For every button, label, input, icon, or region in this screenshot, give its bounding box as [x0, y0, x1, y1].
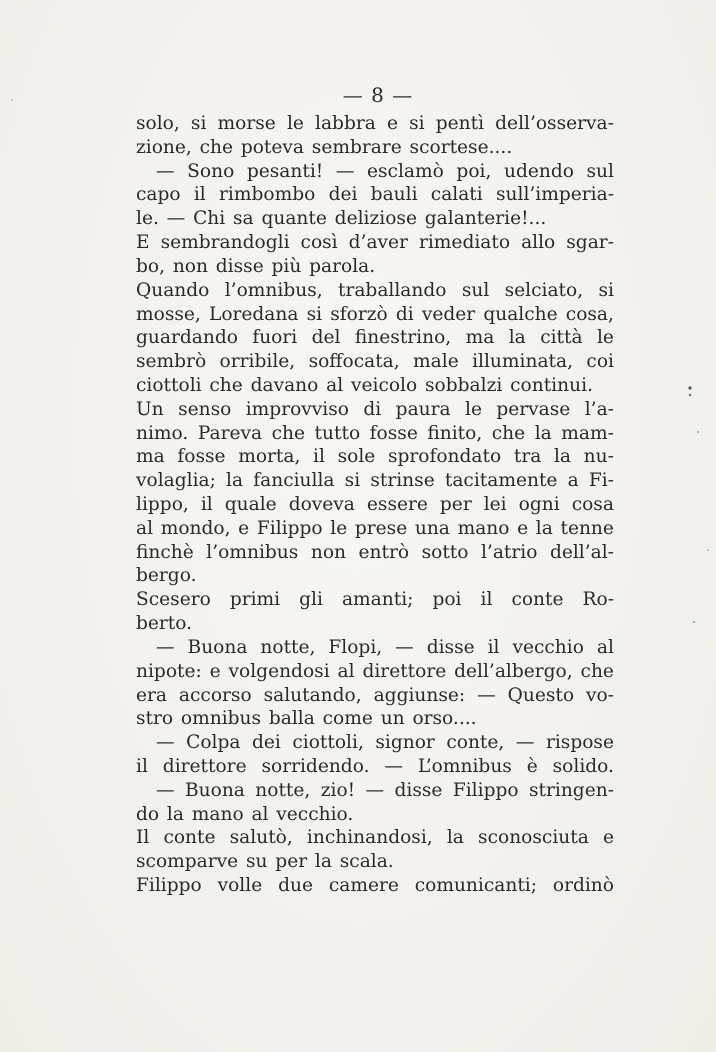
text-line: [136, 326, 614, 350]
word: bauli: [370, 184, 418, 206]
word: per: [275, 851, 308, 873]
word: do: [136, 803, 160, 825]
word: Scesero: [136, 589, 211, 611]
word: pervase: [496, 398, 571, 420]
word: direttore: [362, 660, 447, 682]
word: sforzò: [330, 303, 388, 325]
word: Questo: [507, 684, 575, 706]
word: quale: [224, 494, 277, 515]
word: Filippo: [452, 779, 519, 801]
word: di: [363, 398, 382, 420]
word: come: [322, 708, 373, 730]
word: sole: [337, 446, 376, 468]
word: nimo.: [136, 422, 189, 444]
word: mano: [191, 803, 244, 825]
word: disse: [394, 779, 443, 801]
word: camere: [328, 875, 399, 896]
word: il: [487, 636, 500, 658]
word: prese: [354, 517, 408, 539]
text-line: [136, 112, 614, 136]
word: conte,: [446, 732, 505, 754]
word: entrò: [358, 541, 410, 563]
word: e: [386, 113, 398, 134]
text-line: [136, 541, 614, 565]
word: mam-: [561, 422, 614, 444]
word: comunicanti;: [414, 875, 538, 896]
word: soffocata,: [308, 351, 400, 373]
word: doveva: [288, 494, 355, 515]
word: gli: [299, 589, 323, 611]
text-line: [136, 303, 614, 327]
word: sprofondato: [387, 446, 502, 468]
word: solido.: [552, 755, 614, 777]
word: —: [166, 208, 186, 230]
text-line: [136, 445, 614, 469]
text-line: [136, 779, 614, 803]
word: Colpa: [186, 732, 241, 754]
word: poteva: [240, 136, 304, 158]
word: —: [156, 779, 175, 801]
word: amanti;: [341, 589, 414, 611]
word: accorso: [178, 684, 252, 706]
word: la: [314, 851, 332, 873]
word: labbra: [315, 113, 376, 134]
word: signor: [375, 732, 435, 754]
word: mosse,: [136, 303, 201, 325]
word: inchinandosi,: [306, 827, 433, 849]
word: una: [414, 517, 450, 539]
word: senso: [178, 398, 232, 420]
word: non: [310, 541, 346, 563]
word: vo-: [585, 684, 614, 706]
word: rimediato: [418, 232, 511, 254]
word: omnibus: [180, 708, 262, 730]
word: sembrò: [136, 351, 207, 373]
word: sobbalzi: [425, 374, 503, 396]
word: è: [526, 755, 538, 777]
word: fosse: [369, 422, 418, 444]
word: la: [534, 422, 552, 444]
text-line: [136, 850, 614, 874]
text-line: [136, 517, 614, 541]
word: volaglia;: [136, 470, 216, 492]
word: le.: [136, 208, 159, 230]
word: così: [300, 232, 338, 254]
word: improvviso: [245, 398, 349, 420]
text-line: [136, 374, 614, 398]
word: il: [136, 755, 148, 777]
word: primi: [229, 589, 281, 611]
word: Loredana: [208, 303, 299, 325]
word: al: [337, 660, 355, 682]
word: fosse: [177, 446, 226, 468]
word: si: [306, 303, 323, 325]
word: aggiunse:: [373, 684, 466, 706]
word: sul: [461, 279, 490, 301]
word: sconosciuta: [478, 827, 589, 849]
word: esclamò: [367, 160, 444, 182]
word: pesanti!: [246, 160, 324, 182]
word: notte,: [255, 779, 311, 801]
text-line: [136, 826, 614, 850]
word: continui.: [510, 374, 593, 396]
word: si: [344, 470, 361, 492]
text-line: [136, 422, 614, 446]
word: bo,: [136, 255, 166, 277]
word: rispose: [545, 732, 614, 754]
word: vecchio: [512, 636, 584, 658]
word: scala.: [339, 851, 394, 873]
word: che: [209, 374, 243, 396]
word: ma: [465, 327, 495, 349]
word: tutto: [314, 422, 361, 444]
word: morse: [217, 113, 276, 134]
word: che: [580, 660, 614, 682]
word: per: [439, 494, 472, 515]
word: Ro-: [582, 589, 614, 611]
word: la: [446, 827, 464, 849]
word: mano: [457, 517, 510, 539]
word: conte: [163, 827, 216, 849]
word: volgendosi: [228, 660, 330, 682]
text-line: [136, 255, 614, 279]
text-line: [136, 731, 614, 755]
word: dei: [328, 184, 358, 206]
word: scortese....: [409, 136, 513, 158]
word: veder: [421, 303, 476, 325]
word: —: [365, 779, 385, 801]
word: cosa,: [565, 303, 614, 325]
word: un: [380, 708, 405, 730]
word: che: [199, 136, 234, 158]
word: vecchio.: [276, 803, 354, 825]
word: ordinò: [552, 875, 614, 896]
word: ciottoli: [136, 374, 202, 396]
word: selciato,: [504, 279, 584, 301]
text-line: [136, 564, 614, 588]
text-line: [136, 803, 614, 827]
word: ma: [136, 446, 165, 468]
word: finestrino,: [354, 327, 452, 349]
word: al: [596, 636, 614, 658]
word: e: [238, 517, 250, 539]
word: l’omnibus: [206, 541, 299, 563]
word: Il: [136, 827, 150, 849]
text-line: [136, 207, 614, 231]
word: davano: [250, 374, 319, 396]
word: illuminata,: [472, 351, 574, 373]
word: solo,: [136, 113, 180, 134]
word: —: [156, 732, 175, 754]
word: allo: [521, 232, 556, 254]
word: —: [335, 160, 355, 182]
word: la: [508, 327, 526, 349]
word: le: [286, 113, 304, 134]
word: conte: [511, 589, 564, 611]
word: direttore: [162, 755, 247, 777]
word: —: [515, 732, 535, 754]
word: cosa: [571, 494, 614, 515]
word: la: [535, 517, 553, 539]
word: fuori: [252, 327, 298, 349]
word: L’omnibus: [417, 755, 512, 777]
word: capo: [136, 184, 181, 206]
word: Buona: [184, 779, 245, 801]
word: sembrare: [311, 136, 402, 158]
word: pentì: [435, 113, 485, 134]
word: si: [409, 113, 425, 134]
word: rimbombo: [219, 184, 316, 206]
text-line: [136, 874, 614, 898]
word: tacitamente: [444, 470, 558, 492]
word: e: [602, 827, 614, 849]
word: dei: [251, 732, 281, 754]
word: del: [311, 327, 341, 349]
word: guardando: [136, 327, 238, 349]
word: di: [395, 303, 414, 325]
word: l’atrio: [480, 541, 538, 563]
word: al: [326, 374, 344, 396]
word: il: [193, 184, 206, 206]
page-number: — 8 —: [342, 83, 414, 107]
word: sorridendo.: [261, 755, 370, 777]
word: calati: [430, 184, 483, 206]
word: il: [480, 589, 493, 611]
word: tra: [513, 446, 542, 468]
word: poi,: [456, 160, 492, 182]
word: città: [540, 327, 583, 349]
word: dell’albergo,: [454, 660, 573, 682]
word: strinse: [370, 470, 435, 492]
word: d’aver: [348, 232, 408, 254]
word: si: [598, 279, 614, 301]
word: lippo,: [136, 494, 189, 515]
text-line: [136, 398, 614, 422]
word: —: [395, 636, 414, 658]
text-line: [136, 136, 614, 160]
text-line: [136, 279, 614, 303]
word: male: [413, 351, 459, 373]
word: disse: [426, 636, 475, 658]
text-line: [136, 469, 614, 493]
word: paura: [395, 398, 451, 420]
word: due: [278, 875, 313, 896]
word: dell’osserva-: [495, 113, 614, 134]
word: Chi: [193, 208, 226, 230]
word: l’a-: [584, 398, 614, 420]
word: mondo,: [160, 517, 231, 539]
word: più: [271, 255, 302, 277]
word: sembrandogli: [160, 232, 290, 254]
word: galanterie!...: [424, 208, 547, 230]
word: stringen-: [528, 779, 614, 801]
word: e: [209, 660, 221, 682]
text-line: [136, 231, 614, 255]
word: volle: [217, 875, 263, 896]
word: la: [226, 470, 244, 492]
word: veicolo: [350, 374, 418, 396]
word: —: [156, 160, 175, 182]
text-line: [136, 588, 614, 612]
word: Filippo: [256, 517, 323, 539]
word: sull’imperia-: [495, 184, 614, 206]
word: lei: [483, 494, 507, 515]
word: tenne: [560, 517, 614, 539]
word: —: [384, 755, 403, 777]
word: ciottoli,: [292, 732, 364, 754]
word: che: [491, 422, 526, 444]
word: salutando,: [263, 684, 362, 706]
word: finito,: [427, 422, 483, 444]
word: notte,: [260, 636, 316, 658]
word: berto.: [136, 613, 193, 635]
word: scomparve: [136, 851, 239, 873]
word: parola.: [309, 255, 376, 277]
word: bergo.: [136, 565, 197, 587]
word: al: [136, 517, 154, 539]
word: si: [190, 113, 207, 134]
word: disse: [215, 255, 264, 277]
word: al: [251, 803, 269, 825]
word: essere: [366, 494, 428, 515]
word: l’omnibus,: [224, 279, 323, 301]
word: fanciulla: [253, 470, 335, 492]
word: Quando: [136, 279, 210, 301]
text-line: [136, 493, 614, 517]
word: qualche: [483, 303, 558, 325]
word: il: [313, 446, 325, 468]
word: la: [166, 803, 184, 825]
word: dell’al-: [549, 541, 614, 563]
body-text: [136, 112, 614, 898]
word: udendo: [503, 160, 574, 182]
word: ogni: [518, 494, 560, 515]
text-line: [136, 707, 614, 731]
word: salutò,: [229, 827, 293, 849]
text-line: [136, 660, 614, 684]
word: a: [567, 470, 579, 492]
word: era: [136, 684, 167, 706]
word: sa: [233, 208, 254, 230]
text-line: [136, 160, 614, 184]
word: coi: [586, 351, 614, 373]
word: —: [477, 684, 496, 706]
text-line: [136, 350, 614, 374]
word: le: [465, 398, 482, 420]
word: quante: [261, 208, 327, 230]
word: Fi-: [588, 470, 614, 492]
word: che: [271, 422, 306, 444]
word: sotto: [421, 541, 469, 563]
word: —: [156, 636, 175, 658]
word: la: [553, 446, 571, 468]
word: Un: [136, 398, 164, 420]
word: morta,: [238, 446, 301, 468]
word: Filippo: [136, 875, 202, 896]
word: orso....: [412, 708, 477, 730]
word: deliziose: [334, 208, 417, 230]
word: zione,: [136, 136, 192, 158]
word: le: [330, 517, 348, 539]
word: sul: [586, 160, 614, 182]
text-line: [136, 183, 614, 207]
word: e: [517, 517, 529, 539]
word: Buona: [187, 636, 248, 658]
word: non: [172, 255, 208, 277]
word: le: [596, 327, 614, 349]
text-line: [136, 755, 614, 779]
word: stro: [136, 708, 174, 730]
word: Pareva: [197, 422, 263, 444]
word: zio!: [320, 779, 356, 801]
text-line: [136, 636, 614, 660]
word: traballando: [337, 279, 447, 301]
word: poi: [432, 589, 462, 611]
word: il: [200, 494, 213, 515]
word: su: [245, 851, 268, 873]
text-line: [136, 612, 614, 636]
text-line: [136, 684, 614, 708]
word: orribile,: [219, 351, 296, 373]
word: Sono: [187, 160, 235, 182]
word: finchè: [136, 541, 194, 563]
word: nu-: [583, 446, 614, 468]
word: sgar-: [566, 232, 614, 254]
word: Flopi,: [328, 636, 383, 658]
word: balla: [268, 708, 315, 730]
word: E: [136, 232, 150, 254]
word: nipote:: [136, 660, 202, 682]
